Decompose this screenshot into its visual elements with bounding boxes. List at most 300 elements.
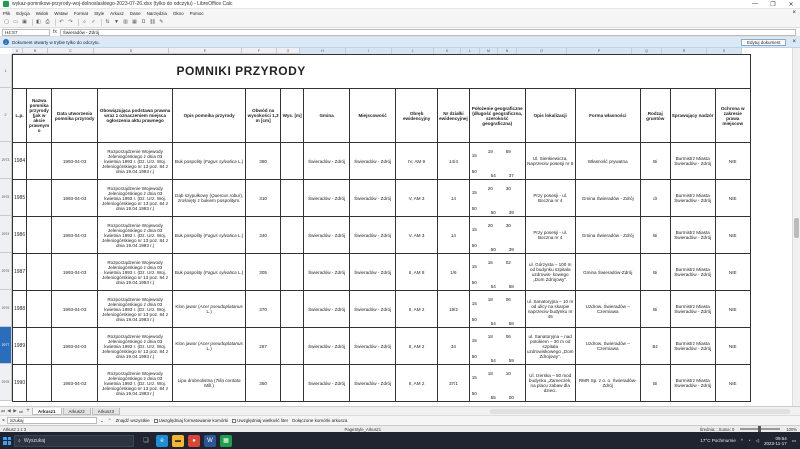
checkbox[interactable]: [154, 419, 158, 423]
sheet-tab-1[interactable]: Arkusz1: [32, 408, 62, 415]
geo-value: 50: [471, 279, 477, 285]
cell-ochrona[interactable]: NIE: [715, 254, 750, 291]
cell-podstawa[interactable]: Rozporządzenie Wojewody Jeleniogórskiego z dnia 03 kwietnia 1993 r. (Dz. Urz. Woj. Jeleniogórskiego nr 13 poz. 84 z dnia 19.04.1993 r.): [98, 254, 173, 291]
header-wys[interactable]: Wys. [m]: [281, 89, 304, 143]
chart-icon[interactable]: ▥: [123, 19, 128, 25]
cell-nadzor[interactable]: Burmistrz Miasta Świeradów - Zdrój: [670, 143, 715, 180]
row-header[interactable]: 2975: [0, 179, 11, 216]
cell-wlasnosc[interactable]: Gmina Świeradów-Zdrój: [575, 254, 640, 291]
save-icon[interactable]: ▣: [22, 19, 27, 25]
cell-miejscowosc[interactable]: Świeradów - Zdrój: [350, 365, 396, 402]
geo-value: 18: [487, 333, 493, 339]
cell-opis[interactable]: [173, 365, 246, 402]
geo-value: 37: [508, 172, 514, 178]
header-miejscowosc[interactable]: Miejscowość: [350, 89, 396, 143]
pivot-table-icon[interactable]: ▦: [132, 19, 137, 25]
minimize-button[interactable]: —: [752, 1, 758, 7]
close-document-icon[interactable]: ×: [792, 10, 796, 16]
geo-value: 58: [508, 320, 514, 326]
cell-nadzor[interactable]: Burmistrz Miasta Świeradów - Zdrój: [670, 365, 715, 402]
cell-dzialka[interactable]: 14/4: [438, 143, 470, 180]
task-view-icon[interactable]: ❏: [143, 438, 149, 444]
geo-coordinates: [471, 256, 524, 289]
menu-view[interactable]: Widok: [35, 10, 49, 16]
cell-obreb[interactable]: II, AM 2: [396, 328, 438, 365]
cell-dzialka[interactable]: 14: [438, 217, 470, 254]
edge-icon[interactable]: e: [156, 435, 168, 447]
option-label: Uwzględniaj wielkość liter: [237, 418, 289, 423]
column-header[interactable]: D: [94, 48, 169, 54]
header-lokalizacja[interactable]: Opis lokalizacji: [525, 89, 575, 143]
toolbar-separator: [101, 19, 102, 26]
opis-text: Buk pospolity (: [174, 158, 206, 164]
cell-gmina[interactable]: Świeradów - Zdrój: [304, 328, 350, 365]
table-row: [13, 217, 751, 254]
sort-icon[interactable]: ⇅: [105, 19, 110, 25]
header-nadzor[interactable]: Sprawujący nadzór: [670, 89, 715, 143]
calc-app-icon: [3, 1, 9, 7]
geo-value: 30: [505, 185, 511, 191]
row-header[interactable]: 2975: [0, 253, 11, 290]
opis-text: Mill.): [204, 383, 214, 388]
sheet-indicator: Arkusz 1 z 3: [3, 426, 27, 432]
cell-obwod[interactable]: 310: [246, 180, 281, 217]
cell-polozenie[interactable]: [469, 180, 525, 217]
table-row: [13, 143, 751, 180]
opis-text: Buk pospolity (: [174, 232, 206, 238]
cell-podstawa[interactable]: Rozporządzenie Wojewody Jeleniogórskiego z dnia 03 kwietnia 1993 r. (Dz. Urz. Woj. Jeleniogórskiego nr 13 poz. 84 z dnia 19.04.1993 r.): [98, 365, 173, 402]
opis-text: L.): [236, 269, 244, 275]
cell-obreb[interactable]: II, AM 2: [396, 365, 438, 402]
row-header[interactable]: 2976: [0, 290, 11, 327]
chrome-icon[interactable]: ●: [188, 435, 200, 447]
undo-icon[interactable]: ↶: [59, 19, 64, 25]
cell-polozenie[interactable]: [469, 254, 525, 291]
cell-wlasnosc[interactable]: RMR Sp. z o. o. Świeradów-Zdrój: [575, 365, 640, 402]
prev-sheet-icon[interactable]: ◀: [7, 408, 11, 413]
cell-podstawa[interactable]: Rozporządzenie Wojewody Jeleniogórskiego z dnia 03 kwietnia 1993 r. (Dz. Urz. Woj. Jeleniogórskiego nr 13 poz. 84 z dnia 19.04.1993 r.): [98, 291, 173, 328]
cell-obwod[interactable]: 350: [246, 365, 281, 402]
cell-dzialka[interactable]: 19/2: [438, 291, 470, 328]
calc-taskbar-icon[interactable]: ▦: [220, 435, 232, 447]
column-header[interactable]: I: [346, 48, 392, 54]
next-sheet-icon[interactable]: ▶: [13, 408, 17, 413]
sheet-tab-bar: [0, 406, 800, 415]
horizontal-scrollbar[interactable]: [490, 409, 790, 414]
row-header[interactable]: 2977: [0, 327, 11, 364]
geo-value: 06: [505, 296, 511, 302]
redo-icon[interactable]: ↷: [68, 19, 73, 25]
column-header[interactable]: O: [517, 48, 567, 54]
header-wlasnosc[interactable]: Forma własności: [575, 89, 640, 143]
latin-name: Tilia cordata: [215, 378, 241, 383]
column-header[interactable]: Q: [632, 48, 662, 54]
cell-wys[interactable]: [281, 180, 304, 217]
filter-icon[interactable]: ▼: [114, 19, 119, 25]
opis-text: L.): [236, 232, 244, 238]
match-format-option[interactable]: [154, 418, 229, 423]
function-wizard-icon[interactable]: fx: [53, 29, 57, 35]
opis-text: L.): [236, 158, 244, 164]
cell-obreb[interactable]: V, AM 3: [396, 180, 438, 217]
cell-miejscowosc[interactable]: Świeradów - Zdrój: [350, 180, 396, 217]
cell-ochrona[interactable]: NIE: [715, 328, 750, 365]
taskbar-search-text: Wyszukaj: [23, 437, 46, 444]
menu-help[interactable]: Pomoc: [189, 10, 204, 16]
menu-edit[interactable]: Edycja: [16, 10, 30, 16]
cell-lokalizacja[interactable]: Przy posesji - ul. Boczna nr 4: [525, 180, 575, 217]
header-obwod[interactable]: Obwód na wysokości 1,3 m [cm]: [246, 89, 281, 143]
weather-widget[interactable]: 17°C Pochmurnie: [700, 438, 736, 443]
column-header[interactable]: B: [23, 48, 48, 54]
menu-file[interactable]: Plik: [3, 10, 11, 16]
cell-podstawa[interactable]: Rozporządzenie Wojewody Jeleniogórskiego z dnia 03 kwietnia 1993 r. (Dz. Urz. Woj. Jeleniogórskiego nr 13 poz. 84 z dnia 19.04.1993 r.): [98, 180, 173, 217]
header-nazwa[interactable]: Nazwa pomnika przyrody (jak w akcie prawnym o: [27, 89, 52, 143]
cell-grunty[interactable]: Bi: [640, 143, 670, 180]
cell-nadzor[interactable]: Burmistrz Miasta Świeradów - Zdrój: [670, 217, 715, 254]
cell-lp[interactable]: 1986: [13, 217, 27, 254]
cell-wys[interactable]: [281, 291, 304, 328]
geo-coordinates: [471, 219, 524, 252]
cell-ochrona[interactable]: NIE: [715, 143, 750, 180]
info-icon: i: [3, 39, 9, 45]
geo-value: 54: [490, 172, 496, 178]
cell-miejscowosc[interactable]: Świeradów - Zdrój: [350, 217, 396, 254]
cell-miejscowosc[interactable]: Świeradów - Zdrój: [350, 254, 396, 291]
hyperlink-icon[interactable]: ⛓: [149, 19, 156, 25]
header-data[interactable]: Data utworzenia pomnika przyrody: [52, 89, 98, 143]
cell-nadzor[interactable]: Burmistrz Miasta Świeradów - Zdrój: [670, 291, 715, 328]
cell-data[interactable]: 1993-04-03: [52, 180, 98, 217]
cell-polozenie[interactable]: [469, 328, 525, 365]
cell-obwod[interactable]: 340: [246, 217, 281, 254]
cell-grunty[interactable]: Bi: [640, 254, 670, 291]
word-icon[interactable]: W: [204, 435, 216, 447]
geo-value: 50: [471, 242, 477, 248]
column-header[interactable]: F: [242, 48, 277, 54]
row-header[interactable]: 2: [0, 88, 11, 142]
cell-obwod[interactable]: 380: [246, 143, 281, 180]
page-style: PageStyle_Arkusz1: [344, 426, 382, 432]
cell-wlasnosc[interactable]: Gmina Świeradów - Zdrój: [575, 217, 640, 254]
print-icon[interactable]: ⎙: [45, 19, 50, 25]
row-header[interactable]: 2973: [0, 142, 11, 179]
cell-lokalizacja[interactable]: Ul. Izerska – 50 mod budynku „Zameczek, na placu zabaw dla dzieci.: [525, 365, 575, 402]
cell-polozenie[interactable]: [469, 365, 525, 402]
special-character-icon[interactable]: Ω: [141, 19, 146, 25]
header-lp[interactable]: L.p.: [13, 89, 27, 143]
table-row: [13, 254, 751, 291]
match-case-option[interactable]: [232, 418, 288, 423]
cell-obwod[interactable]: 305: [246, 254, 281, 291]
option-label: Uwzględniaj formatowanie komórki: [158, 418, 229, 423]
cell-lokalizacja[interactable]: ul. Górzysta – 100 m od budynku szpitala uzdrowis- kowego „Dom Zdrojowy".: [525, 254, 575, 291]
cell-lokalizacja[interactable]: ul. Sanatoryjna – nad potokiem – 30 m od szpitala uzdrowiskowego „Dom Zdrojowy".: [525, 328, 575, 365]
cell-wlasnosc[interactable]: Gmina Świeradów - Zdrój: [575, 180, 640, 217]
column-header[interactable]: J: [392, 48, 434, 54]
menu-format[interactable]: Format: [73, 10, 89, 16]
column-header[interactable]: L: [461, 48, 480, 54]
find-down-icon[interactable]: ⌄: [100, 417, 104, 423]
scrollbar-thumb[interactable]: [794, 218, 799, 238]
cell-obreb[interactable]: II, AM 2: [396, 291, 438, 328]
search-icon: ⌕: [18, 437, 21, 444]
cell-grunty[interactable]: dr: [640, 180, 670, 217]
column-header[interactable]: N: [498, 48, 517, 54]
edit-document-button[interactable]: Edytuj dokument: [741, 39, 787, 46]
network-icon[interactable]: ◔: [747, 438, 751, 443]
cell-lokalizacja[interactable]: ul. Sanatoryjna – 10 m od ulicy na skarpie naprzeciw budynku nr 45: [525, 291, 575, 328]
column-header[interactable]: C: [48, 48, 94, 54]
column-header[interactable]: S: [707, 48, 742, 54]
geo-value: 54: [490, 357, 496, 363]
cell-obwod[interactable]: 287: [246, 328, 281, 365]
cell-ochrona[interactable]: NIE: [715, 217, 750, 254]
standard-toolbar: [0, 17, 800, 28]
cell-podstawa[interactable]: Rozporządzenie Wojewody Jeleniogórskiego z dnia 03 kwietnia 1993 r. (Dz. Urz. Woj. Jeleniogórskiego nr 13 poz. 84 z dnia 19.04.1993 r.): [98, 217, 173, 254]
volume-icon[interactable]: ◁: [755, 437, 760, 443]
cell-grunty[interactable]: Bi: [640, 365, 670, 402]
checkbox[interactable]: [232, 419, 236, 423]
cell-nadzor[interactable]: Burmistrz Miasta Świeradów - Zdrój: [670, 180, 715, 217]
cell-opis[interactable]: [173, 328, 246, 365]
cell-ochrona[interactable]: NIE: [715, 291, 750, 328]
cell-polozenie[interactable]: [469, 143, 525, 180]
open-folder-icon[interactable]: ▭: [13, 19, 18, 25]
comment-icon[interactable]: ✎: [159, 19, 164, 25]
cell-opis[interactable]: [173, 291, 246, 328]
column-header[interactable]: K: [434, 48, 461, 54]
cell-nazwa[interactable]: [27, 328, 52, 365]
cell-lokalizacja[interactable]: Przy posesji - ul. Boczna nr 4: [525, 217, 575, 254]
header-polozenie[interactable]: Położenie geograficzne (długość geograficzna, szerokość geograficzna): [469, 89, 525, 143]
add-sheet-icon[interactable]: +: [26, 408, 30, 414]
cell-podstawa[interactable]: Rozporządzenie Wojewody Jeleniogórskiego z dnia 03 kwietnia 1993 r. (Dz. Urz. Woj. Jeleniogórskiego nr 13 poz. 84 z dnia 19.04.1993 r.): [98, 328, 173, 365]
latin-name: Quercus robur: [211, 193, 241, 198]
cell-lp[interactable]: 1985: [13, 180, 27, 217]
cell-gmina[interactable]: Świeradów - Zdrój: [304, 143, 350, 180]
notifications-icon[interactable]: ▭: [791, 437, 796, 443]
geo-value: 02: [505, 259, 511, 265]
start-button[interactable]: [0, 434, 14, 448]
header-gmina[interactable]: Gmina: [304, 89, 350, 143]
geo-value: 55: [490, 394, 496, 400]
column-header[interactable]: R: [662, 48, 707, 54]
menu-window[interactable]: Okno: [172, 10, 184, 16]
chevron-up-icon[interactable]: ^: [740, 438, 743, 443]
close-window-button[interactable]: ✕: [788, 1, 794, 8]
sheet-tab-2[interactable]: Arkusz2: [63, 408, 91, 415]
cell-gmina[interactable]: Świeradów - Zdrój: [304, 291, 350, 328]
formula-input[interactable]: Świeradów - Zdrój: [60, 29, 796, 36]
cell-grunty[interactable]: Bi: [640, 291, 670, 328]
title-bar: [0, 0, 800, 9]
geo-value: 06: [505, 333, 511, 339]
cell-obreb[interactable]: V, AM 3: [396, 217, 438, 254]
cell-polozenie[interactable]: [469, 291, 525, 328]
cell-nazwa[interactable]: [27, 365, 52, 402]
cell-obreb[interactable]: II, AM 8: [396, 254, 438, 291]
row-headers: [0, 54, 12, 401]
new-document-icon[interactable]: ▢: [4, 19, 9, 25]
cell-data[interactable]: 1993-04-03: [52, 365, 98, 402]
toolbar-separator: [78, 19, 79, 26]
column-header[interactable]: H: [300, 48, 346, 54]
menu-tools[interactable]: Narzędzia: [146, 10, 167, 16]
find-all-button[interactable]: Znajdź wszystkie: [115, 418, 150, 423]
cell-grunty[interactable]: Bz: [640, 328, 670, 365]
latin-name: Fagus sylvatica: [205, 158, 237, 164]
column-header[interactable]: P: [567, 48, 632, 54]
cell-nadzor[interactable]: Burmistrz Miasta Świeradów - Zdrój: [670, 254, 715, 291]
cell-wlasnosc[interactable]: Uzdrow. Świeradów – Czerniawa: [575, 328, 640, 365]
geo-value: 50: [471, 353, 477, 359]
find-up-icon[interactable]: ⌃: [107, 417, 112, 423]
cell-wlasnosc[interactable]: Własność prywatna: [575, 143, 640, 180]
cell-nazwa[interactable]: [27, 291, 52, 328]
row-header[interactable]: 2974: [0, 216, 11, 253]
geo-value: 50: [490, 209, 496, 215]
cell-lp[interactable]: 1990: [13, 365, 27, 402]
taskbar-search[interactable]: [14, 435, 134, 447]
column-header[interactable]: G: [277, 48, 300, 54]
file-explorer-icon[interactable]: ▬: [172, 435, 184, 447]
cell-lp[interactable]: 1988: [13, 291, 27, 328]
latin-name: Acer pseudoplatanus: [199, 304, 243, 309]
cell-nazwa[interactable]: [27, 143, 52, 180]
column-header[interactable]: M: [480, 48, 498, 54]
clock-date: 2023-11-17: [764, 440, 787, 446]
cell-obreb[interactable]: IV, AM 9: [396, 143, 438, 180]
header-ochrona[interactable]: Ochrona w zakresie prawa miejscow: [715, 89, 750, 143]
cell-data[interactable]: 1993-04-03: [52, 328, 98, 365]
vertical-scrollbar[interactable]: [792, 48, 800, 406]
cell-obwod[interactable]: 370: [246, 291, 281, 328]
header-dzialka[interactable]: Nr działki ewidencyjnej: [438, 89, 470, 143]
cell-nazwa[interactable]: [27, 254, 52, 291]
cell-opis[interactable]: [173, 217, 246, 254]
cell-lp[interactable]: 1984: [13, 143, 27, 180]
cell-dzialka[interactable]: 37/1: [438, 365, 470, 402]
first-sheet-icon[interactable]: ⏮: [0, 408, 6, 414]
sheet-tab-3[interactable]: Arkusz3: [92, 408, 120, 415]
geo-coordinates: [471, 330, 524, 363]
menu-insert[interactable]: Wstaw: [54, 10, 68, 16]
cell-data[interactable]: 1993-04-03: [52, 217, 98, 254]
geo-value: 15: [471, 152, 477, 158]
geo-value: 15: [471, 337, 477, 343]
cell-opis[interactable]: [173, 180, 246, 217]
cell-wlasnosc[interactable]: Uzdrow. Świeradów – Czerniawa: [575, 291, 640, 328]
cell-dzialka[interactable]: 1/6: [438, 254, 470, 291]
cell-nadzor[interactable]: Burmistrz Miasta Świeradów - Zdrój: [670, 328, 715, 365]
window-title: wykaz-pomnikow-przyrody-woj-dolnoslaskiego-2023-07-26.xlsx (tylko do odczytu) - LibreOffice Calc: [12, 1, 233, 7]
cell-data[interactable]: 1993-04-03: [52, 143, 98, 180]
close-infobar-icon[interactable]: ×: [792, 39, 796, 45]
name-box[interactable]: H4:S7: [2, 29, 50, 36]
geo-coordinates: [471, 182, 524, 215]
cell-dzialka[interactable]: 14: [438, 180, 470, 217]
spelling-icon[interactable]: ✓: [91, 19, 96, 25]
menu-sheet[interactable]: Arkusz: [110, 10, 124, 16]
header-obreb[interactable]: Obręb ewidencyjny: [396, 89, 438, 143]
cell-data[interactable]: 1993-04-03: [52, 291, 98, 328]
geo-coordinates: [471, 367, 524, 400]
menu-bar: [0, 9, 800, 17]
menu-data[interactable]: Dane: [129, 10, 141, 16]
cell-gmina[interactable]: Świeradów - Zdrój: [304, 217, 350, 254]
row-header[interactable]: 1: [0, 54, 11, 88]
geo-coordinates: [471, 145, 524, 178]
cell-miejscowosc[interactable]: Świeradów - Zdrój: [350, 328, 396, 365]
find-toolbar: [0, 415, 800, 425]
cell-dzialka[interactable]: 34: [438, 328, 470, 365]
column-header[interactable]: E: [169, 48, 242, 54]
cell-lp[interactable]: 1987: [13, 254, 27, 291]
cell-miejscowosc[interactable]: Świeradów - Zdrój: [350, 143, 396, 180]
last-sheet-icon[interactable]: ⏭: [18, 408, 24, 414]
zoom-slider[interactable]: [740, 428, 780, 430]
cell-lp[interactable]: 1989: [13, 328, 27, 365]
cell-opis[interactable]: [173, 254, 246, 291]
column-header[interactable]: A: [12, 48, 23, 54]
cell-wys[interactable]: [281, 328, 304, 365]
cell-gmina[interactable]: Świeradów - Zdrój: [304, 365, 350, 402]
spreadsheet-grid[interactable]: [0, 48, 800, 406]
cell-gmina[interactable]: Świeradów - Zdrój: [304, 180, 350, 217]
cell-wys[interactable]: [281, 365, 304, 402]
clock-time: 09:54: [775, 435, 787, 441]
cell-wys[interactable]: [281, 143, 304, 180]
clock[interactable]: [764, 436, 787, 446]
zoom-level[interactable]: 100%: [786, 426, 797, 432]
cell-podstawa[interactable]: Rozporządzenie Wojewody Jeleniogórskiego z dnia 03 kwietnia 1993 r. (Dz. Urz. Woj. Jeleniogórskiego nr 13 poz. 84 z dnia 19.04.1993 r.): [98, 143, 173, 180]
cell-wys[interactable]: [281, 217, 304, 254]
cell-gmina[interactable]: Świeradów - Zdrój: [304, 254, 350, 291]
geo-value: 50: [471, 316, 477, 322]
row-header[interactable]: 2978: [0, 364, 11, 401]
empty-cell[interactable]: [469, 55, 750, 89]
cell-wys[interactable]: [281, 254, 304, 291]
header-grunty[interactable]: Rodzaj gruntów: [640, 89, 670, 143]
export-pdf-icon[interactable]: ◧: [36, 19, 41, 25]
opis-text: ), zrośnięty z bukiem pospolitym.: [177, 193, 244, 203]
cell-ochrona[interactable]: NIE: [715, 180, 750, 217]
cell-data[interactable]: 1993-04-03: [52, 254, 98, 291]
maximize-button[interactable]: ❐: [770, 1, 776, 8]
cell-lokalizacja[interactable]: Ul. Sienkiewicza, Naprzeciw posesji nr 6: [525, 143, 575, 180]
header-opis[interactable]: Opis pomnika przyrody: [173, 89, 246, 143]
cell-polozenie[interactable]: [469, 217, 525, 254]
cell-ochrona[interactable]: NIE: [715, 365, 750, 402]
geo-value: 15: [471, 189, 477, 195]
cell-grunty[interactable]: Bi: [640, 217, 670, 254]
close-find-icon[interactable]: ×: [2, 417, 5, 424]
geo-value: 10: [505, 370, 511, 376]
header-podstawa[interactable]: Obowiązująca podstawa prawna wraz z oznaczeniem miejsca ogłoszenia aktu prawnego: [98, 89, 173, 143]
windows-taskbar: [0, 432, 800, 449]
infobar-message: Dokument otwarty w trybie tylko do odczytu.: [12, 39, 100, 45]
toolbar-separator: [32, 19, 33, 26]
menu-styles[interactable]: Style: [94, 10, 105, 16]
cell-nazwa[interactable]: [27, 180, 52, 217]
find-input[interactable]: Szukaj: [7, 417, 97, 424]
cell-opis[interactable]: [173, 143, 246, 180]
sheet-title[interactable]: POMNIKI PRZYRODY: [13, 55, 470, 89]
find-icon[interactable]: ⌕: [83, 19, 86, 25]
cell-nazwa[interactable]: [27, 217, 52, 254]
cell-miejscowosc[interactable]: Świeradów - Zdrój: [350, 291, 396, 328]
